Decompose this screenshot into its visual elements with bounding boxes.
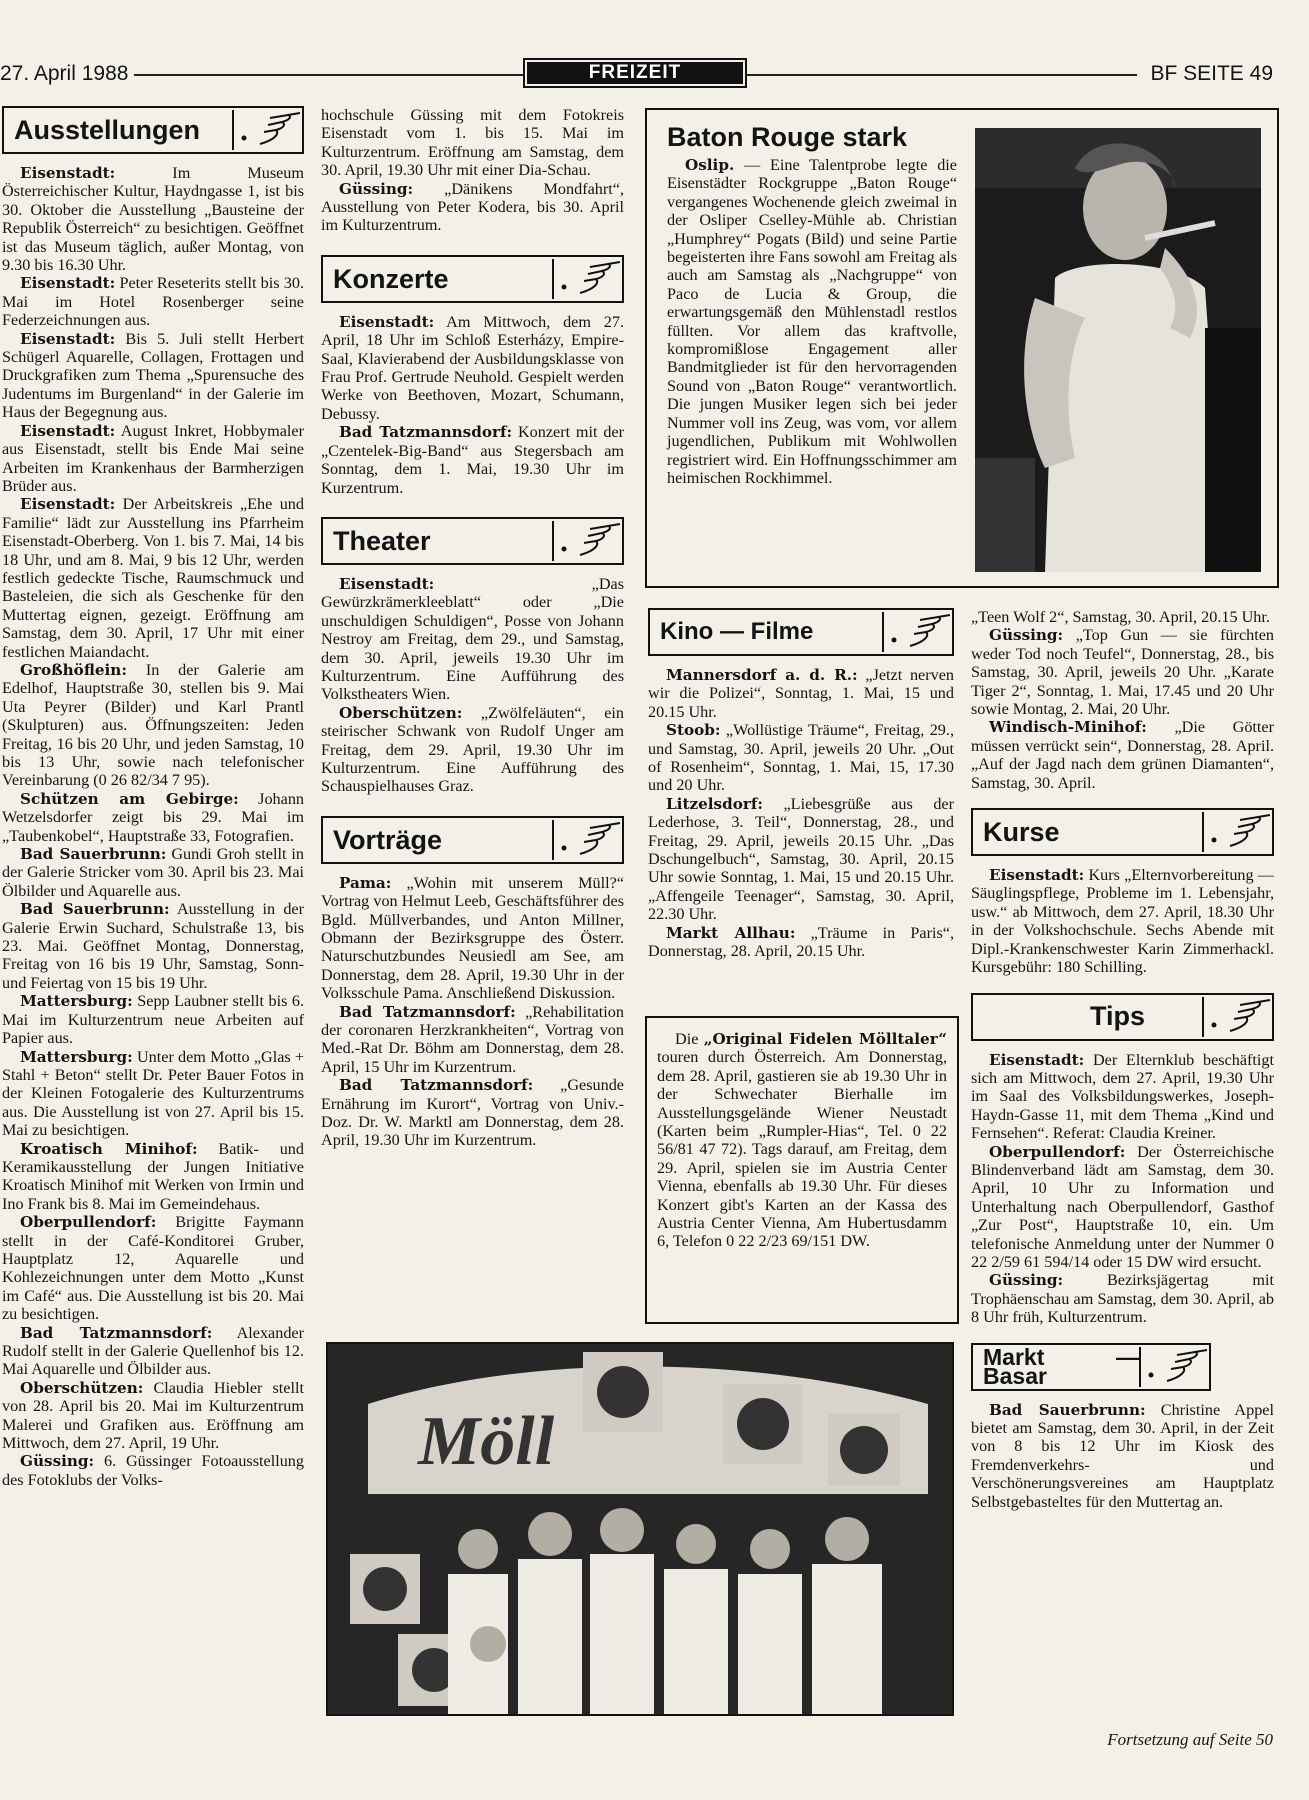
section-heading-tips bbox=[971, 993, 1274, 1041]
entry-text: Claudia Hiebler stellt von 28. April bis 20. Mai im Kulturzentrum Malerei und Grafiken aus. Eröffnung am Mittwoch, dem 27. April, 19 Uhr. bbox=[2, 1378, 304, 1453]
entry-text: August Inkret, Hobbymaler aus Eisenstadt, stellt bis Ende Mai seine Arbeiten im Krankenhaus der Barmherzigen Brüder aus. bbox=[2, 421, 304, 495]
vortraege-entries bbox=[321, 874, 624, 1150]
column-right bbox=[971, 608, 1274, 1511]
entry bbox=[321, 575, 624, 704]
header-rule-left bbox=[134, 74, 523, 76]
entry-place: Schützen am Gebirge: bbox=[20, 789, 239, 808]
kino-continued bbox=[971, 608, 1274, 792]
entry-text: „Wollüstige Träume“, Freitag, 29., und Samstag, 30. April, jeweils 20 Uhr. „Out of Rosenheim“, Sonntag, 1. Mai, 15, 17.30 und 20 Uhr. bbox=[648, 721, 954, 795]
continuation-note: Fortsetzung auf Seite 50 bbox=[1107, 1730, 1273, 1749]
entry-text: „Top Gun — sie fürchten weder Tod noch Teufel“, Donnerstag, 28., bis Samstag, 30. April, jeweils 20 Uhr. „Karate Tiger 2“, Sonntag, 1. Mai, 17.45 und 20 Uhr sowie Montag, 2. Mai, 20 Uhr. bbox=[971, 626, 1274, 719]
pointing-hand-icon bbox=[552, 521, 622, 561]
entry-text: Alexander Rudolf stellt in der Galerie Quellenhof bis 12. Mai Aquarelle und Ölbilder aus. bbox=[2, 1323, 304, 1379]
entry bbox=[971, 1051, 1274, 1143]
entry-place: Mattersburg: bbox=[20, 1047, 133, 1066]
entry-place: Eisenstadt: bbox=[339, 312, 435, 331]
entry-place: Eisenstadt: bbox=[20, 421, 116, 440]
section-title: Konzerte bbox=[333, 263, 449, 294]
entry bbox=[2, 992, 304, 1047]
header-rule-right bbox=[747, 74, 1137, 76]
section-heading-vortraege bbox=[321, 816, 624, 864]
entry-place: Oberschützen: bbox=[339, 703, 463, 722]
entry-text: 6. Güssinger Fotoausstellung des Fotoklubs der Volks- bbox=[2, 1452, 304, 1489]
entry bbox=[648, 666, 954, 721]
entry-text: Gundi Groh stellt in der Galerie Stricker vom 30. April bis 23. Mai Ölbilder und Aquarelle aus. bbox=[2, 845, 305, 900]
column-2 bbox=[321, 106, 624, 1150]
pointing-hand-icon bbox=[1139, 1347, 1209, 1387]
pointing-hand-icon bbox=[552, 259, 622, 299]
ausstellungen-entries bbox=[2, 164, 304, 1489]
entry-text: Am Mittwoch, dem 27. April, 18 Uhr im Schloß Esterházy, Empire-Saal, Klavierabend der Ausbildungsklasse von Frau Prof. Gertrude Neuhold. Gespielt werden Werke von Beethoven, Mozart, Schumann, Debussy. bbox=[321, 312, 624, 423]
notice-body: touren durch Österreich. Am Donnerstag, dem 28. April, gastieren sie ab 19.30 Uhr in der Schwechater Bierhalle im Ausstellungsgelände Wiener Neustadt (Karten beim „Rumpler-Hias“, Tel. 0 22 56/81 47 72). Tags darauf, am Freitag, dem 29. April, spielen sie im Austria Center Vienna, ebenfalls ab 19.30 Uhr. Für dieses Konzert gibt's Karten an der Kassa des Austria Center Vienna, Am Hubertusdamm 6, Telefon 0 22 2/23 69/151 DW. bbox=[657, 1048, 947, 1251]
entry bbox=[2, 1140, 304, 1214]
poster-lettering: Möll bbox=[418, 1403, 555, 1480]
section-heading-konzerte bbox=[321, 255, 624, 303]
entry bbox=[971, 608, 1274, 626]
section-title: Ausstellungen bbox=[14, 114, 201, 145]
entry-text: „Dänikens Mondfahrt“, Ausstellung von Peter Kodera, bis 30. April im Kulturzentrum. bbox=[321, 179, 624, 235]
section-heading-kino bbox=[648, 608, 954, 656]
pointing-hand-icon bbox=[882, 612, 952, 652]
entry-text: Im Museum Österreichischer Kultur, Haydngasse 1, ist bis 30. Oktober die Ausstellung „Bausteine der Republik Österreich“ zu besichtigen. Geöffnet ist das Museum täglich, außer Montag, von 9.30 bis 16.30 Uhr. bbox=[2, 164, 304, 275]
entry-place: Litzelsdorf: bbox=[666, 794, 763, 813]
theater-entries bbox=[321, 575, 624, 796]
entry bbox=[2, 422, 304, 496]
section-heading-ausstellungen bbox=[2, 106, 304, 154]
entry-place: Bad Tatzmannsdorf: bbox=[339, 1076, 534, 1095]
entry-place: Güssing: bbox=[989, 626, 1064, 645]
entry-text: „Gesunde Ernährung im Kurort“, Vortrag von Univ.-Doz. Dr. W. Marktl am Donnerstag, dem 28. April, 19.30 Uhr im Kurzentrum. bbox=[321, 1076, 624, 1150]
konzerte-entries bbox=[321, 313, 624, 497]
entry-text: „Teen Wolf 2“, Samstag, 30. April, 20.15 Uhr. bbox=[971, 608, 1270, 626]
moelltaler-notice bbox=[645, 1016, 959, 1324]
entry-text: Bis 5. Juli stellt Herbert Schügerl Aquarelle, Collagen, Frottagen und Druckgrafiken zum Thema „Spurensuche des Judentums im Burgenland“ in der Galerie im Haus der Begegnung aus. bbox=[2, 329, 304, 422]
entry-place: Bad Sauerbrunn: bbox=[989, 1400, 1146, 1419]
entry-place: Mannersdorf a. d. R.: bbox=[666, 666, 858, 684]
entry-place: Mattersburg: bbox=[20, 992, 133, 1011]
section-heading-kurse bbox=[971, 808, 1274, 856]
entry-place: Eisenstadt: bbox=[20, 495, 116, 514]
band-name: „Original Fidelen Mölltaler“ bbox=[703, 1030, 947, 1048]
entry bbox=[971, 1271, 1274, 1326]
entry bbox=[971, 626, 1274, 718]
entry bbox=[648, 924, 954, 961]
entry-place: Güssing: bbox=[339, 179, 414, 198]
ausstellungen-continued bbox=[321, 106, 624, 235]
dateline: Oslip. bbox=[685, 156, 735, 174]
entry bbox=[2, 495, 304, 661]
entry-place: Eisenstadt: bbox=[989, 866, 1085, 885]
entry bbox=[971, 866, 1274, 976]
entry-place: Kroatisch Minihof: bbox=[20, 1139, 198, 1158]
section-heading-theater bbox=[321, 517, 624, 565]
entry-place: Oberschützen: bbox=[20, 1378, 144, 1397]
entry-place: Bad Sauerbrunn: bbox=[20, 900, 170, 919]
section-heading-markt bbox=[971, 1343, 1211, 1391]
entry bbox=[321, 1003, 624, 1077]
entry bbox=[321, 313, 624, 423]
tips-entries bbox=[971, 1051, 1274, 1327]
entry bbox=[321, 874, 624, 1003]
entry-place: Bad Sauerbrunn: bbox=[20, 845, 167, 864]
entry bbox=[648, 721, 954, 795]
entry bbox=[321, 180, 624, 235]
issue-date: 27. April 1988 bbox=[0, 62, 129, 85]
entry-text: Der Arbeitskreis „Ehe und Familie“ lädt zur Ausstellung ins Pfarrheim Eisenstadt-Oberberg. Von 1. bis 7. Mai, 14 bis 18 Uhr, und am 8. Mai, 9 bis 12 Uhr, werden festlich gedeckte Tische, Raumschmuck und Basteleien, die sich als Geschenke für den Muttertag eignen, gezeigt. Eröffnung am Samstag, dem 30. April, 17 Uhr mit einer festlichen Maiandacht. bbox=[2, 495, 304, 661]
entry-place: Bad Tatzmannsdorf: bbox=[339, 1002, 516, 1021]
entry bbox=[321, 1076, 624, 1150]
column-kino bbox=[648, 608, 954, 961]
column-ausstellungen bbox=[2, 106, 304, 1489]
entry-place: Großhöflein: bbox=[20, 660, 127, 679]
entry-text: Der Österreichische Blindenverband lädt am Samstag, dem 30. April, 10 Uhr zu Information und Unterhaltung nach Oberpullendorf, Gasthof „Zur Post“, Hauptstraße 10, ein. Um telefonische Anmeldung unter der Nummer 0 22 2/59 61 594/14 oder 15 DW wird ersucht. bbox=[971, 1142, 1274, 1271]
entry-place: Pama: bbox=[339, 873, 392, 892]
entry bbox=[971, 1401, 1274, 1511]
entry-text: Batik- und Keramikausstellung der Jungen Initiative Kroatisch Minihof mit Werken von Irmin und Ino Frank bis 8. Mai im Gemeindehaus. bbox=[2, 1139, 304, 1213]
entry-place: Bad Tatzmannsdorf: bbox=[20, 1323, 213, 1342]
entry-text: „Die Götter müssen verrückt sein“, Donnerstag, 28. April. „Auf der Jagd nach dem grünen Diamanten“, Samstag, 30. April. bbox=[971, 718, 1274, 792]
section-label: FREIZEIT bbox=[527, 62, 743, 84]
entry bbox=[2, 274, 304, 329]
entry-place: Güssing: bbox=[989, 1271, 1064, 1290]
entry bbox=[2, 164, 304, 274]
pointing-hand-icon bbox=[1202, 812, 1272, 852]
entry bbox=[971, 1143, 1274, 1272]
moelltaler-text bbox=[657, 1030, 947, 1251]
markt-entries bbox=[971, 1401, 1274, 1511]
entry bbox=[321, 106, 624, 180]
entry-text: Der Elternklub beschäftigt sich am Mittwoch, dem 27. April, 19.30 Uhr im Saal des Volksbildungswerkes, Joseph-Haydn-Gasse 11, mit dem Thema „Kind und Fernsehen“. Referat: Claudia Kreiner. bbox=[971, 1050, 1274, 1143]
entry-place: Eisenstadt: bbox=[339, 574, 435, 593]
entry-text: Peter Reseterits stellt bis 30. Mai im Hotel Rosenberger seine Federzeichnungen aus. bbox=[2, 274, 304, 330]
section-title: Kino — Filme bbox=[660, 617, 814, 645]
entry bbox=[2, 1379, 304, 1453]
entry-text: Ausstellung in der Galerie Erwin Suchard, Schulstraße 13, bis 23. Mai. Geöffnet Montag, Donnerstag, Freitag von 16 bis 19 Uhr, Samstag, Sonn- und Feiertag von 15 bis 19 Uhr. bbox=[2, 900, 304, 992]
entry bbox=[2, 900, 304, 992]
entry-text: „Liebesgrüße aus der Lederhose, 3. Teil“, Donnerstag, 28., und Freitag, 29. April, jeweils 20.15 Uhr. „Das Dschungelbuch“, Samstag, 30. April, 20.15 Uhr sowie Sonntag, 1. Mai, 15 und 20.15 Uhr. „Affengeile Teenager“, Samstag, 30. April, 22.30 Uhr. bbox=[648, 794, 954, 924]
entry-text: „Zwölfeläuten“, ein steirischer Schwank von Rudolf Unger am Freitag, dem 29. April, 19.30 Uhr im Kulturzentrum. Eine Aufführung des Schauspielhauses Graz. bbox=[321, 703, 624, 796]
entry-place: Bad Tatzmannsdorf: bbox=[339, 423, 513, 442]
entry-text: Konzert mit der „Czentelek-Big-Band“ aus Stegersbach am Sonntag, dem 1. Mai, 19.30 Uhr im Kurzentrum. bbox=[321, 423, 624, 497]
entry bbox=[2, 1213, 304, 1323]
entry-text: Unter dem Motto „Glas + Stahl + Beton“ stellt Dr. Peter Bauer Fotos in der Kleinen Fotogalerie des Kulturzentrums aus. Die Ausstellung ist von 27. April bis 15. Mai zu besichtigen. bbox=[2, 1047, 304, 1140]
page-number: BF SEITE 49 bbox=[1150, 62, 1273, 85]
section-title: Markt — Basar bbox=[983, 1344, 1139, 1389]
entry bbox=[2, 1324, 304, 1379]
entry-place: Oberpullendorf: bbox=[20, 1213, 157, 1232]
page-header bbox=[0, 58, 1309, 92]
entry bbox=[2, 1452, 304, 1489]
entry-text: „Träume in Paris“, Donnerstag, 28. April, 20.15 Uhr. bbox=[648, 923, 954, 961]
baton-rouge-article bbox=[645, 108, 1279, 588]
entry bbox=[2, 1048, 304, 1140]
singer-photo bbox=[975, 128, 1261, 572]
kurse-entries bbox=[971, 866, 1274, 976]
entry-text: Kurs „Elternvorbereitung — Säuglingspflege, Probleme im 1. Lebensjahr, usw.“ ab Mittwoch, dem 27. April, 18.30 Uhr in der Volkshochschule. Sechs Abende mit Dipl.-Krankenschwester Karin Zimmerhackl. Kursgebühr: 180 Schilling. bbox=[971, 866, 1274, 977]
entry-text: Christine Appel bietet am Samstag, dem 30. April, in der Zeit von 8 bis 12 Uhr im Kiosk des Fremdenverkehrs- und Verschönerungsvereines am Hauptplatz Selbstgebasteltes für den Muttertag an. bbox=[971, 1400, 1274, 1511]
section-title: Kurse bbox=[983, 816, 1060, 847]
entry-text: Sepp Laubner stellt bis 6. Mai im Kulturzentrum neue Arbeiten auf Papier aus. bbox=[2, 992, 304, 1048]
entry-place: Eisenstadt: bbox=[20, 274, 116, 293]
article-body: — Eine Talentprobe legte die Eisenstädter Rockgruppe „Baton Rouge“ vergangenes Wochenende gleich zweimal in der Osliper Cselley-Mühle ab. Christian „Humphrey“ Pogats (Bild) und seine Partie begeisterten ihre Fans sowohl am Freitag als auch am Samstag als „Nachgruppe“ von Paco de Lucia & Group, die erwartungsgemäß den Mühlenstadl restlos füllten. Vor allem das kraftvolle, kompromißlose Engagement aller Bandmitglieder ist für den hervorragenden Sound von „Baton Rouge“ verantwortlich. Die jungen Musiker legen sich bei jeder Nummer voll ins Zeug, was vom, vor allem jugendlichen, Publikum mit Wohlwollen registriert wird. Ein Hoffnungsschimmer am heimischen Rockhimmel. bbox=[667, 156, 957, 487]
section-title: Theater bbox=[333, 525, 431, 556]
entry-place: Güssing: bbox=[20, 1452, 95, 1471]
entry bbox=[2, 661, 304, 790]
pointing-hand-icon bbox=[1202, 997, 1272, 1037]
section-title: Tips bbox=[1089, 1001, 1145, 1032]
entry-place: Eisenstadt: bbox=[20, 164, 116, 182]
kino-entries bbox=[648, 666, 954, 961]
entry bbox=[2, 330, 304, 422]
entry-text: „Das Gewürzkrämerkleeblatt“ oder „Die unschuldigen Schuldigen“, Posse von Johann Nestroy am Freitag, dem 29., und Samstag, dem 30. April, jeweils 19.30 Uhr im Kulturzentrum. Eine Aufführung des Volkstheaters Wien. bbox=[321, 574, 624, 704]
entry-place: Eisenstadt: bbox=[989, 1050, 1085, 1069]
entry-text: Bezirksjägertag mit Trophäenschau am Samstag, dem 30. April, ab 8 Uhr früh, Kulturzentrum. bbox=[971, 1271, 1274, 1327]
article-headline: Baton Rouge stark bbox=[667, 122, 908, 152]
pointing-hand-icon bbox=[552, 820, 622, 860]
notice-intro: Die bbox=[675, 1030, 704, 1048]
section-label-box bbox=[523, 58, 747, 88]
entry-text: hochschule Güssing mit dem Fotokreis Eisenstadt vom 1. bis 15. Mai im Kulturzentrum. Eröffnung am Samstag, dem 30. April, 19.30 Uhr mit einer Dia-Schau. bbox=[321, 106, 624, 180]
pointing-hand-icon bbox=[232, 110, 302, 150]
entry bbox=[2, 790, 304, 845]
entry-place: Windisch-Minihof: bbox=[989, 718, 1147, 737]
entry bbox=[971, 718, 1274, 792]
entry-text: Brigitte Faymann stellt in der Café-Konditorei Gruber, Hauptplatz 12, Aquarelle und Kohlezeichnungen unter dem Motto „Kunst im Café“ aus. Die Ausstellung ist bis 20. Mai zu besichtigen. bbox=[2, 1213, 304, 1324]
entry-place: Markt Allhau: bbox=[666, 923, 796, 942]
entry-text: In der Galerie am Edelhof, Hauptstraße 30, stellen bis 9. Mai Uta Peyrer (Bilder) und Karl Prantl (Skulpturen) aus. Öffnungszeiten: Jeden Freitag, 16 bis 20 Uhr, und jeden Samstag, 10 bis 13 Uhr, sowie nach telefonischer Vereinbarung (0 26 82/34 7 95). bbox=[2, 660, 304, 790]
entry-text: „Wohin mit unserem Müll?“ Vortrag von Helmut Leeb, Geschäftsführer des Bgld. Müllverbandes, und Anton Millner, Obmann der Bezirksgruppe des Österr. Naturschutzbundes Neusiedl am See, am Donnerstag, dem 28. April, 19.30 Uhr in der Volksschule Pama. Anschließend Diskussion. bbox=[321, 873, 624, 1003]
entry bbox=[648, 795, 954, 924]
section-title: Vorträge bbox=[333, 824, 443, 855]
entry-place: Oberpullendorf: bbox=[989, 1142, 1126, 1161]
entry-text: Johann Wetzelsdorfer zeigt bis 29. Mai im „Taubenkobel“, Hauptstraße 33, Fotografien. bbox=[2, 789, 305, 845]
entry-text: „Jetzt nerven wir die Polizei“, Sonntag, 1. Mai, 15 und 20.15 Uhr. bbox=[648, 666, 954, 721]
entry bbox=[321, 704, 624, 796]
entry-place: Eisenstadt: bbox=[20, 329, 116, 348]
band-group-photo bbox=[326, 1342, 954, 1716]
entry-place: Stoob: bbox=[666, 721, 721, 740]
entry bbox=[2, 845, 304, 900]
baton-rouge-text bbox=[667, 122, 957, 487]
entry bbox=[321, 423, 624, 497]
entry-text: „Rehabilitation der coronaren Herzkrankheiten“, Vortrag von Med.-Rat Dr. Böhm am Donnerstag, dem 28. April, 15 Uhr im Kurzentrum. bbox=[321, 1002, 624, 1076]
